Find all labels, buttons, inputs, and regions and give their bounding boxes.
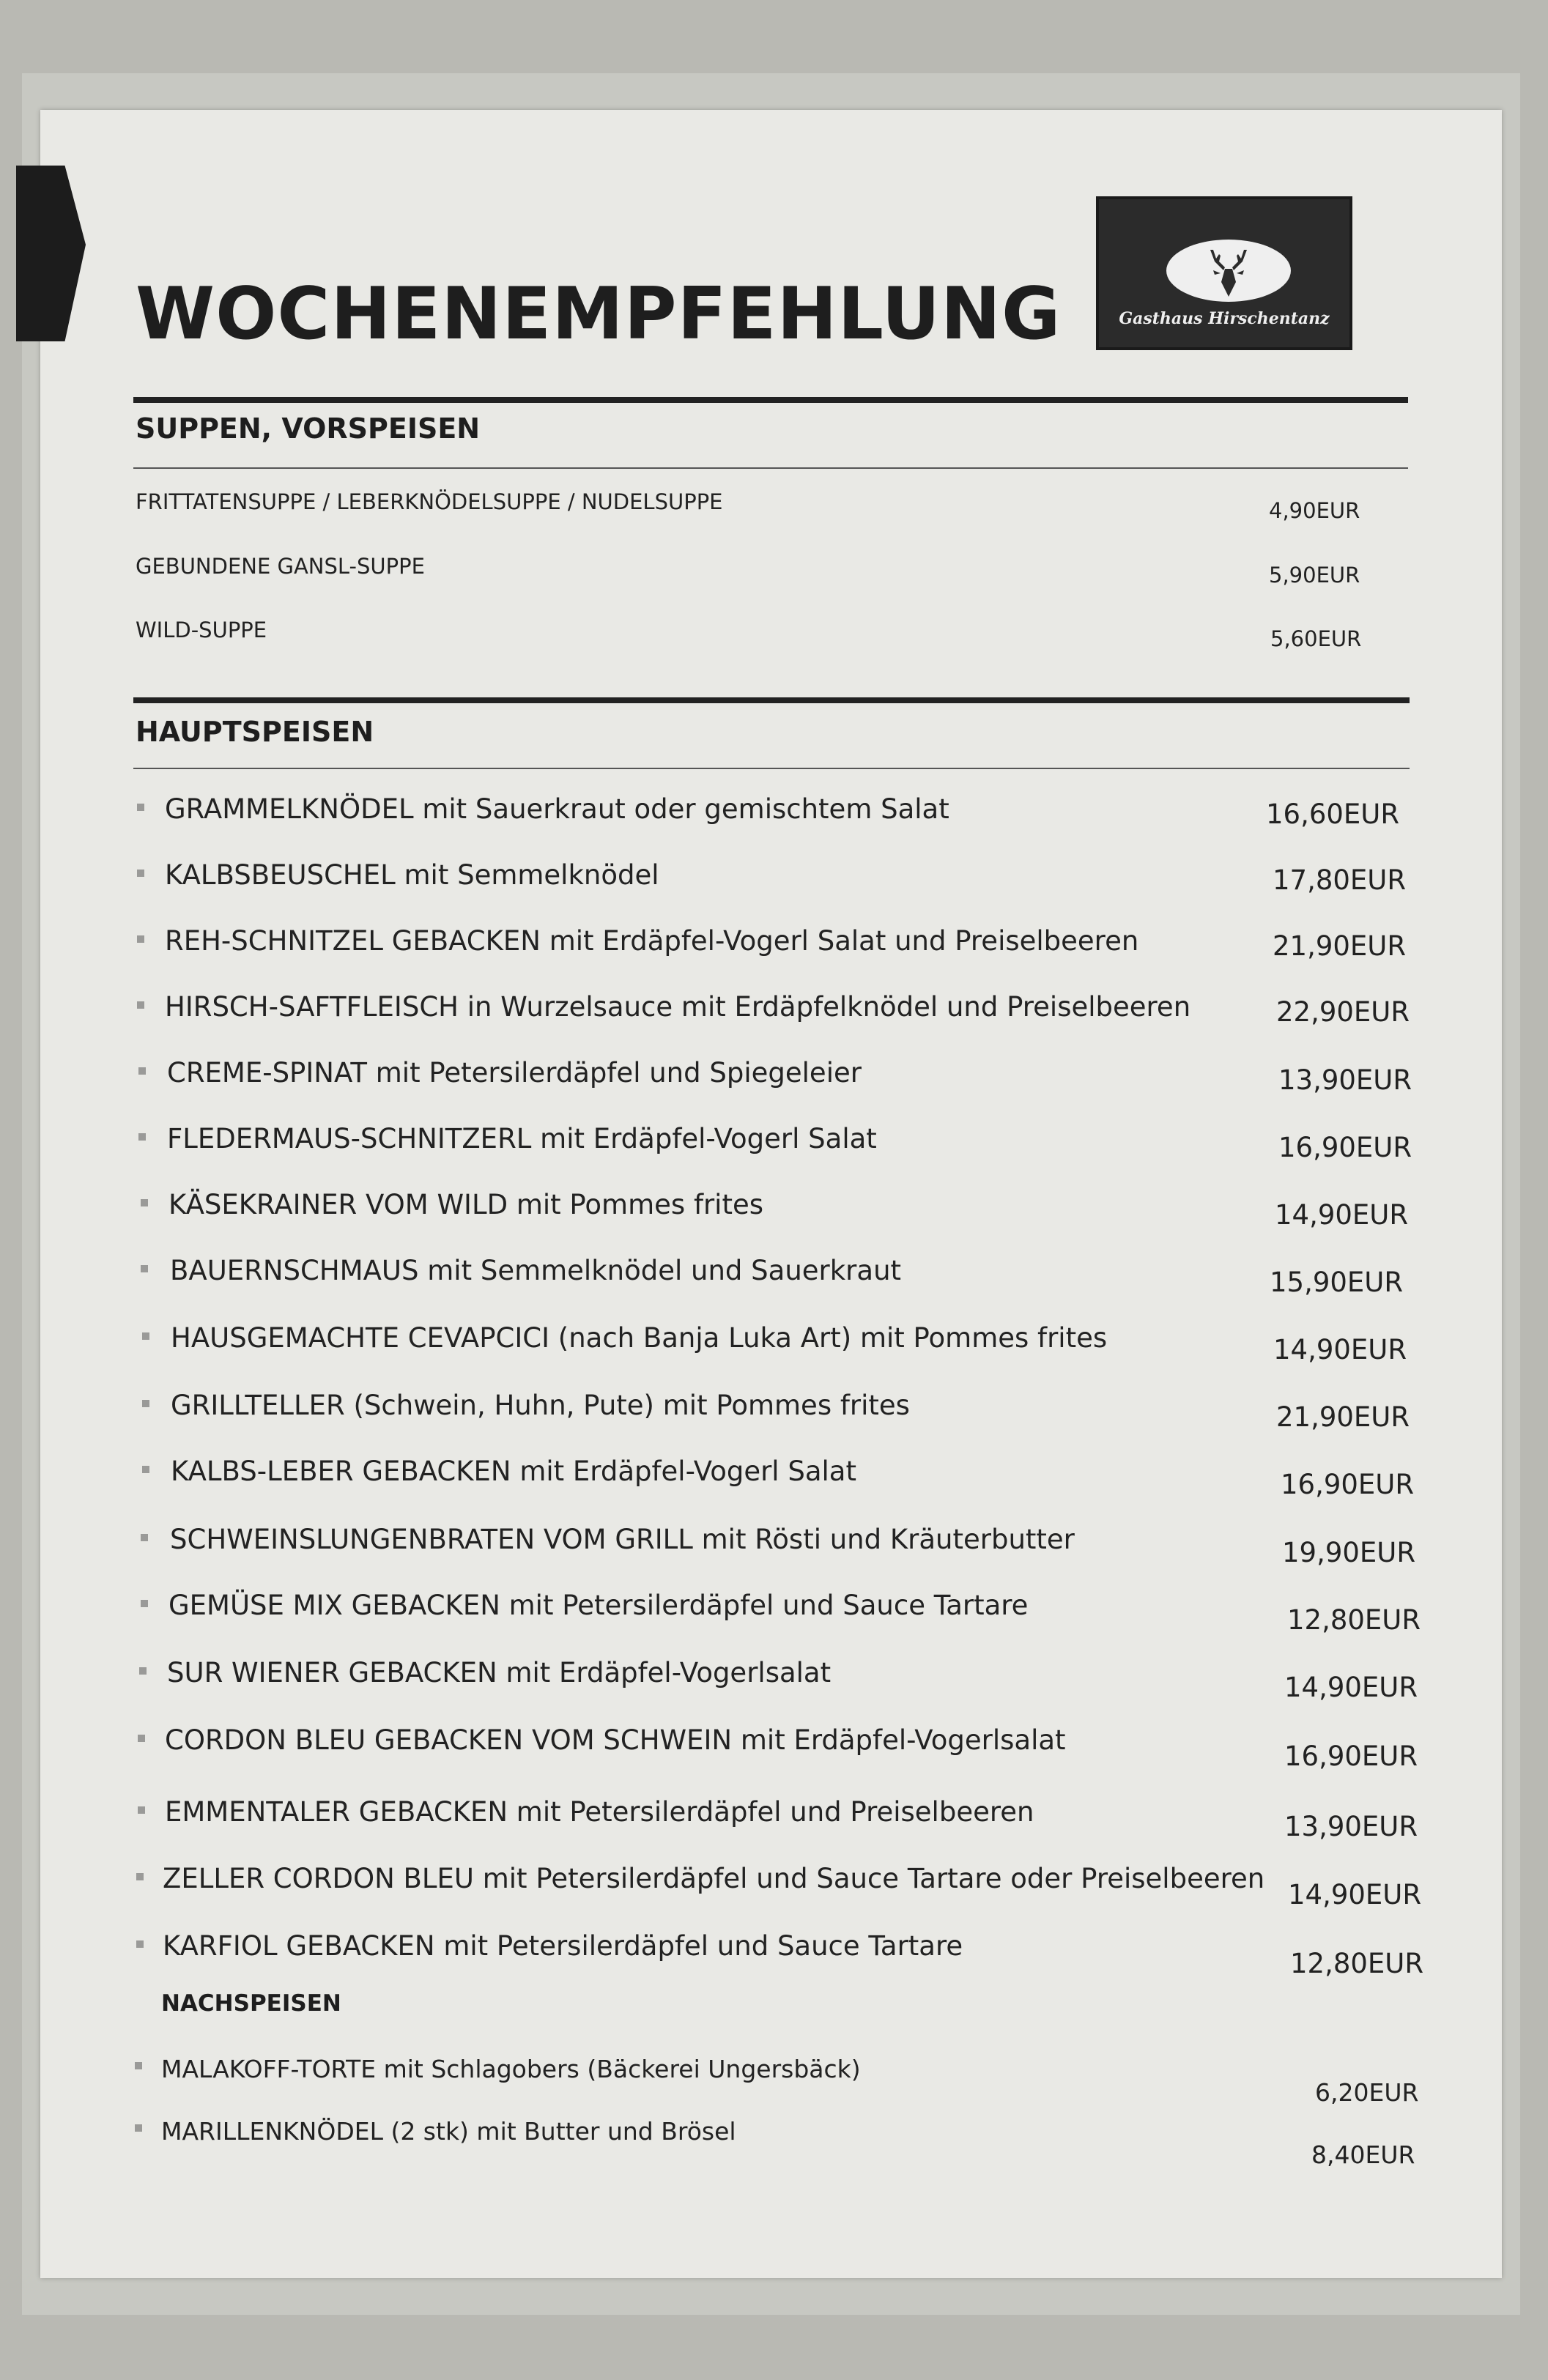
menu-item-name: GRAMMELKNÖDEL mit Sauerkraut oder gemischtem Salat [165,793,949,825]
menu-row [0,1255,1548,1298]
soup-item-name: FRITTATENSUPPE / LEBERKNÖDELSUPPE / NUDELSUPPE [136,489,723,514]
soup-row [0,618,1548,654]
soup-item-price: 4,90EUR [1269,498,1360,523]
menu-item-price: 19,90EUR [1282,1537,1416,1568]
menu-row [0,1863,1548,1910]
soup-item-name: GEBUNDENE GANSL-SUPPE [136,554,425,579]
menu-row [0,793,1548,830]
menu-item-name: KARFIOL GEBACKEN mit Petersilerdäpfel und Sauce Tartare [163,1930,963,1962]
menu-row [0,1590,1548,1636]
soup-item-price: 5,60EUR [1270,626,1362,651]
stag-head-icon [1166,240,1291,302]
bullet-icon [138,1067,146,1075]
divider-thick [133,397,1408,403]
menu-item-price: 12,80EUR [1287,1604,1421,1636]
bullet-icon [138,1735,145,1742]
menu-item-name: HAUSGEMACHTE CEVAPCICI (nach Banja Luka Art) mit Pommes frites [171,1322,1108,1354]
dessert-item-name: MARILLENKNÖDEL (2 stk) mit Butter und Brösel [161,2117,736,2146]
menu-row [0,1057,1548,1094]
bullet-icon [137,935,144,943]
menu-row [0,925,1548,962]
divider-thin [133,768,1410,769]
bullet-icon [138,1806,145,1814]
menu-item-name: GEMÜSE MIX GEBACKEN mit Petersilerdäpfel und Sauce Tartare [168,1590,1029,1621]
menu-item-price: 14,90EUR [1288,1879,1422,1910]
dessert-row [0,2055,1548,2107]
menu-item-name: CORDON BLEU GEBACKEN VOM SCHWEIN mit Erdäpfel-Vogerlsalat [165,1724,1066,1756]
menu-item-name: KALBSBEUSCHEL mit Semmelknödel [165,859,659,891]
bullet-icon [138,1133,146,1141]
menu-item-price: 16,90EUR [1284,1740,1418,1772]
menu-item-price: 16,90EUR [1278,1132,1412,1163]
restaurant-logo [1096,196,1352,350]
dessert-item-price: 6,20EUR [1315,2078,1419,2107]
soup-row [0,489,1548,526]
menu-item-name: SCHWEINSLUNGENBRATEN VOM GRILL mit Rösti und Kräuterbutter [170,1524,1075,1555]
bullet-icon [141,1199,148,1206]
menu-row [0,991,1548,1028]
menu-row [0,1930,1548,1979]
menu-item-name: ZELLER CORDON BLEU mit Petersilerdäpfel und Sauce Tartare oder Preiselbeeren [163,1863,1265,1894]
menu-item-price: 14,90EUR [1275,1199,1409,1231]
section-title-desserts: NACHSPEISEN [161,1990,341,2017]
menu-item-name: CREME-SPINAT mit Petersilerdäpfel und Spiegeleier [167,1057,862,1089]
soup-item-price: 5,90EUR [1269,563,1360,587]
logo-text: Gasthaus Hirschentanz [1119,309,1330,328]
menu-row [0,1189,1548,1231]
menu-item-name: EMMENTALER GEBACKEN mit Petersilerdäpfel und Preiselbeeren [165,1796,1034,1828]
bullet-icon [135,2124,142,2132]
menu-item-name: BAUERNSCHMAUS mit Semmelknödel und Sauerkraut [170,1255,902,1286]
menu-item-price: 13,90EUR [1278,1064,1412,1096]
soup-item-name: WILD-SUPPE [136,618,267,642]
bullet-icon [136,1873,144,1880]
bullet-icon [136,1940,144,1948]
bullet-icon [137,1001,144,1009]
bullet-icon [135,2062,142,2069]
menu-item-name: KÄSEKRAINER VOM WILD mit Pommes frites [168,1189,764,1220]
bullet-icon [137,804,144,811]
menu-row [0,1796,1548,1842]
menu-row [0,859,1548,896]
menu-item-name: REH-SCHNITZEL GEBACKEN mit Erdäpfel-Vogerl Salat und Preiselbeeren [165,925,1139,957]
menu-row [0,1724,1548,1772]
menu-row [0,1456,1548,1500]
section-title-soups: SUPPEN, VORSPEISEN [136,412,481,445]
menu-row [0,1322,1548,1365]
menu-item-price: 14,90EUR [1273,1334,1407,1365]
bullet-icon [141,1600,148,1607]
bullet-icon [142,1400,149,1407]
logo-oval [1166,240,1291,302]
bullet-icon [137,870,144,877]
menu-item-price: 15,90EUR [1270,1267,1404,1298]
dessert-item-name: MALAKOFF-TORTE mit Schlagobers (Bäckerei Ungersbäck) [161,2055,861,2083]
bullet-icon [139,1667,147,1675]
menu-item-price: 13,90EUR [1284,1811,1418,1842]
menu-row [0,1524,1548,1568]
bullet-icon [141,1534,148,1541]
menu-item-price: 22,90EUR [1276,996,1410,1028]
menu-item-name: HIRSCH-SAFTFLEISCH in Wurzelsauce mit Erdäpfelknödel und Preiselbeeren [165,991,1191,1023]
bullet-icon [142,1466,149,1473]
bullet-icon [142,1332,149,1340]
menu-item-price: 16,90EUR [1281,1469,1415,1500]
menu-row [0,1390,1548,1433]
menu-item-name: GRILLTELLER (Schwein, Huhn, Pute) mit Pommes frites [171,1390,910,1421]
menu-item-name: SUR WIENER GEBACKEN mit Erdäpfel-Vogerlsalat [167,1657,832,1688]
menu-item-price: 12,80EUR [1290,1948,1424,1979]
soup-row [0,554,1548,590]
divider-thin [133,467,1408,469]
menu-item-name: FLEDERMAUS-SCHNITZERL mit Erdäpfel-Vogerl Salat [167,1123,877,1154]
page-title: WOCHENEMPFEHLUNG [136,273,1062,356]
bullet-icon [141,1265,148,1272]
menu-item-price: 21,90EUR [1273,930,1407,962]
dessert-item-price: 8,40EUR [1311,2140,1415,2169]
menu-item-price: 14,90EUR [1284,1672,1418,1703]
menu-item-price: 16,60EUR [1266,798,1400,830]
divider-thick [133,697,1410,703]
menu-row [0,1657,1548,1703]
menu-item-price: 17,80EUR [1273,864,1407,896]
menu-row [0,1123,1548,1163]
menu-item-name: KALBS-LEBER GEBACKEN mit Erdäpfel-Vogerl Salat [171,1456,856,1487]
menu-item-price: 21,90EUR [1276,1401,1410,1433]
dessert-row [0,2117,1548,2169]
section-title-mains: HAUPTSPEISEN [136,716,374,748]
